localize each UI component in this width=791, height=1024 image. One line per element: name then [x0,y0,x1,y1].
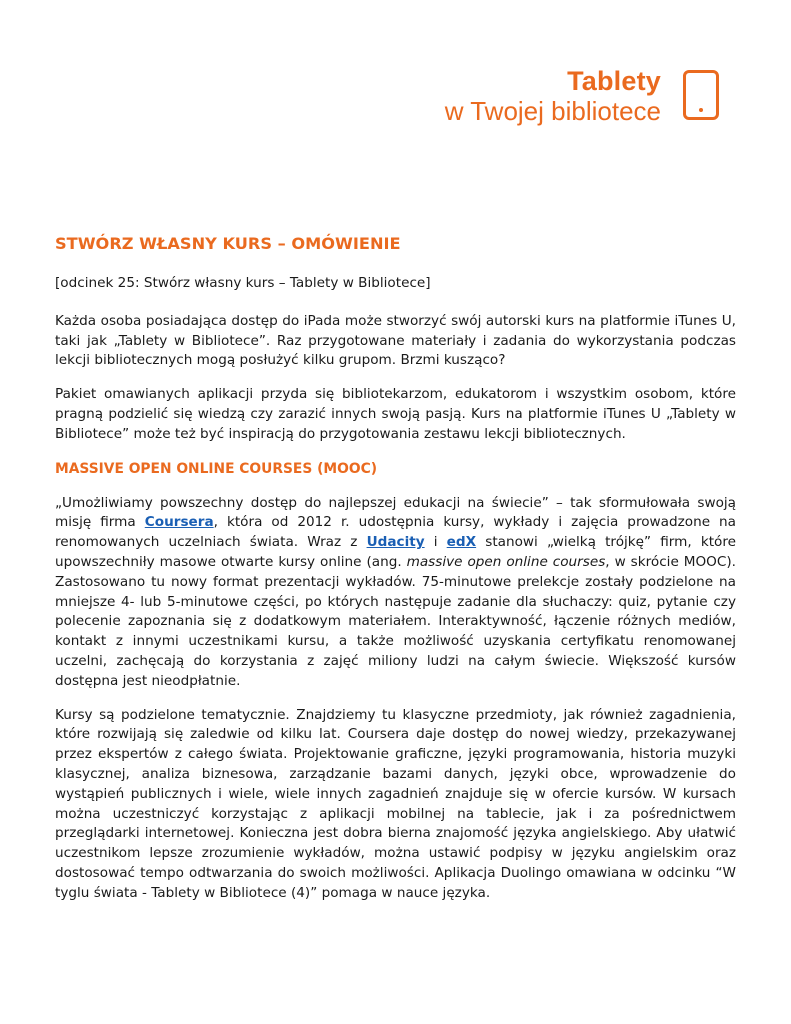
udacity-link[interactable]: Udacity [366,534,425,551]
logo-text [445,66,661,126]
page-title: STWÓRZ WŁASNY KURS – OMÓWIENIE [55,234,401,253]
episode-label: [odcinek 25: Stwórz własny kurs – Tablety w Bibliotece] [55,275,431,291]
mooc-term: massive open online courses [406,553,606,570]
paragraph-audience: Pakiet omawianych aplikacji przyda się bibliotekarzom, edukatorom i wszystkim osobom, które pragną podzielić się wiedzą czy zarazić innych swoją pasją. Kurs na platformie iTunes U „Tablety w Bibliotece” może też być inspiracją do przygotowania zestawu lekcji bibliotecznych. [55,386,736,442]
paragraph-mooc [55,494,736,692]
text-segment: „Umożliwiamy powszechny dostęp do najlepszej edukacji na świecie” – tak sformułowała swoją misję firma [55,494,736,531]
logo-title: Tablety [567,66,661,96]
tablet-icon [683,70,719,120]
coursera-link[interactable]: Coursera [144,514,214,531]
paragraph-courses: Kursy są podzielone tematycznie. Znajdziemy tu klasyczne przedmioty, jak również zagadnienia, które rozwijają się zaledwie od kilku lat. Coursera daje dostęp do nowej wiedzy, przekazywanej przez ekspertów z całego świata. Projektowanie graficzne, języki programowania, historia muzyki klasycznej, analiza biznesowa, zarządzanie bazami danych, języki obce, wprowadzenie do wystąpień publicznych i wiele, wiele innych zagadnień znajduje się w ofercie kursów. W kursach można uczestniczyć korzystając z aplikacji mobilnej na tablecie, jak i za pośrednictwem przeglądarki internetowej. Konieczna jest dobra bierna znajomość języka angielskiego. Aby ułatwić uczestnikom lepsze zrozumienie wykładów, można ustawić podpisy w języku angielskim oraz dostosować tempo odtwarzania do swoich możliwości. Aplikacja Duolingo omawiana w odcinku “W tyglu świata - Tablety w Bibliotece (4)” pomaga w nauce języka. [55,706,736,901]
edx-link[interactable]: edX [446,534,477,551]
paragraph-intro: Każda osoba posiadająca dostęp do iPada może stworzyć swój autorski kurs na platformie iTunes U, taki jak „Tablety w Bibliotece”. Raz przygotowane materiały i zadania do wykorzystania podczas lekcji bibliotecznych mogą posłużyć kilku grupom. Brzmi kusząco? [55,312,736,369]
text-segment: i [424,534,447,551]
text-segment: stanowi „wielką trójkę” firm, które upowszechniły masowe otwarte kursy online (ang. [55,534,737,570]
section-heading-mooc: MASSIVE OPEN ONLINE COURSES (MOOC) [55,460,377,477]
text-segment: , która od 2012 r. udostępnia kursy, wykłady i zajęcia prowadzone na renomowanych uczelniach świata. Wraz z [55,514,737,551]
header-logo [445,66,719,126]
logo-subtitle: w Twojej bibliotece [444,96,661,126]
text-segment: , w skrócie MOOC). Zastosowano tu nowy format prezentacji wykładów. 75-minutowe prelekcje zostały podzielone na mniejsze 4- lub 5-minutowe części, po których następuje zadanie dla słuchaczy: quiz, pytanie czy polecenie zapoznania się z dodatkowym materiałem. Interaktywność, łączenie różnych mediów, kontakt z innymi uczestnikami kursu, a także możliwość uzyskania certyfikatu renomowanej uczelni, zachęcają do korzystania z zajęć miliony ludzi na całym świecie. Większość kursów dostępna jest nieodpłatnie. [55,553,736,689]
document-body [55,232,736,918]
